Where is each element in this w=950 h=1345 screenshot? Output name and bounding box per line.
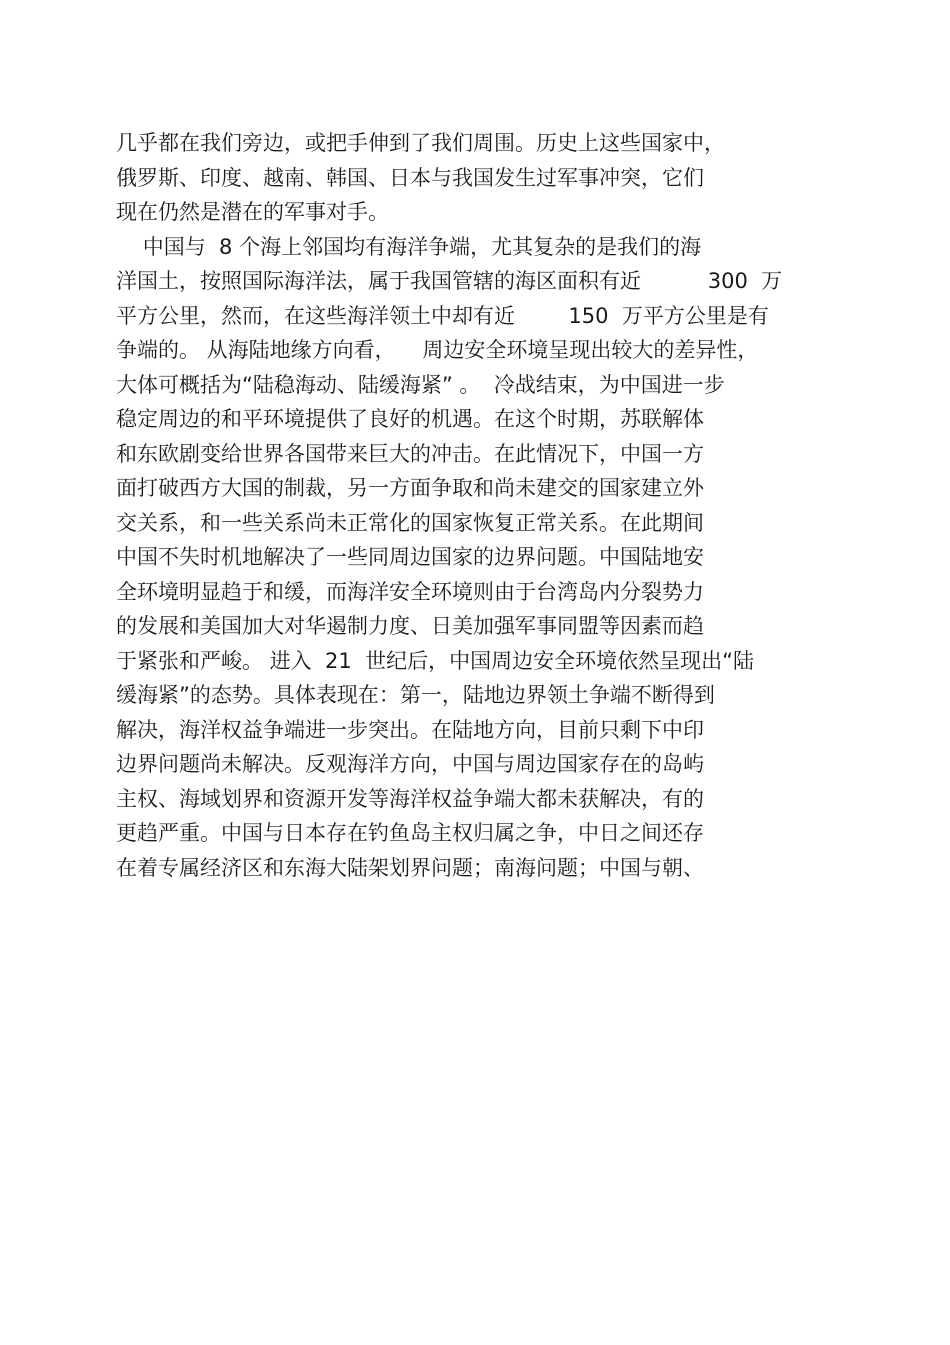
- text-line: 于紧张和严峻。 进入 21 世纪后，中国周边安全环境依然呈现出“陆: [116, 648, 754, 673]
- text-line: 边界问题尚未解决。反观海洋方向，中国与周边国家存在的岛屿: [116, 752, 704, 776]
- text-line: 主权、海域划界和资源开发等海洋权益争端大都未获解决，有的: [116, 786, 704, 811]
- body-text: [116, 126, 876, 885]
- text-line: 争端的。 从海陆地缘方向看， 周边安全环境呈现出较大的差异性，: [116, 338, 759, 362]
- text-line: 几乎都在我们旁边，或把手伸到了我们周围。历史上这些国家中，: [116, 131, 725, 155]
- text-line: 交关系，和一些关系尚未正常化的国家恢复正常关系。在此期间: [116, 510, 704, 535]
- text-line: 大体可概括为“陆稳海动、陆缓海紧” 。 冷战结束，为中国进一步: [116, 372, 725, 397]
- text-line: 面打破西方大国的制裁，另一方面争取和尚未建交的国家建立外: [116, 476, 704, 500]
- text-line: 现在仍然是潜在的军事对手。: [116, 200, 389, 224]
- text-line: 的发展和美国加大对华遏制力度、日美加强军事同盟等因素而趋: [116, 614, 704, 638]
- text-line: 在着专属经济区和东海大陆架划界问题；南海问题；中国与朝、: [116, 855, 704, 880]
- text-line: 稳定周边的和平环境提供了良好的机遇。在这个时期，苏联解体: [116, 407, 704, 431]
- text-line: 更趋严重。中国与日本存在钓鱼岛主权归属之争，中日之间还存: [116, 821, 704, 845]
- text-line: 洋国土，按照国际海洋法，属于我国管辖的海区面积有近 300 万: [116, 269, 783, 293]
- text-line: 缓海紧”的态势。具体表现在：第一，陆地边界领土争端不断得到: [116, 683, 715, 707]
- text-line: 平方公里，然而，在这些海洋领土中却有近 150 万平方公里是有: [116, 303, 769, 328]
- text-line: 解决，海洋权益争端进一步突出。在陆地方向，目前只剩下中印: [116, 717, 704, 742]
- text-line: 和东欧剧变给世界各国带来巨大的冲击。在此情况下，中国一方: [116, 441, 704, 466]
- text-line: 全环境明显趋于和缓，而海洋安全环境则由于台湾岛内分裂势力: [116, 579, 704, 604]
- text-line: 中国与 8 个海上邻国均有海洋争端，尤其复杂的是我们的海: [116, 234, 702, 259]
- text-line: 中国不失时机地解决了一些同周边国家的边界问题。中国陆地安: [116, 545, 704, 569]
- text-line: 俄罗斯、印度、越南、韩国、日本与我国发生过军事冲突，它们: [116, 165, 704, 190]
